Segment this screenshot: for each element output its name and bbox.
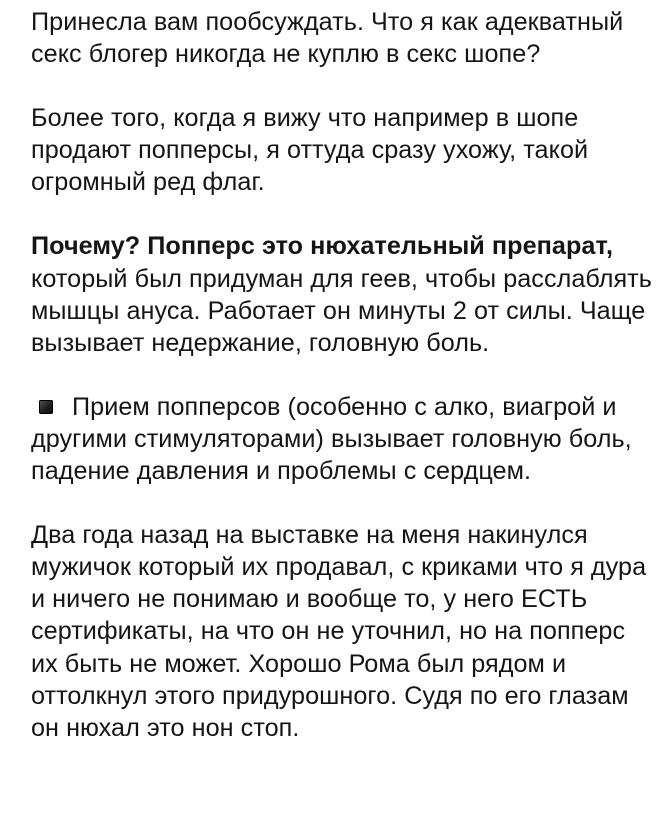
paragraph-intro: Принесла вам пообсуждать. Что я как адекватный секс блогер никогда не куплю в секс шопе? [31,8,624,69]
post-text [31,6,656,776]
paragraph-warning-text: Прием попперсов (особенно с алко, виагрой и другими стимуляторами) вызывает головную боль, падение давления и проблемы с сердцем. [31,392,632,486]
paragraph-why-body: который был придуман для геев, чтобы расслаблять мышцы ануса. Работает он минуты 2 от силы. Чаще вызывает недержание, головную боль. [31,264,652,357]
paragraph-red-flag: Более того, когда я вижу что например в шопе продают попперсы, я оттуда сразу ухожу, такой огромный ред флаг. [31,104,589,197]
paragraph-warning [31,391,656,487]
paragraph-story: Два года назад на выставке на меня накинулся мужичок который их продавал, с криками что я дура и ничего не понимаю и вообще то, у него ЕСТЬ сертификаты, на что он не уточнил, но на попперс их быть не может. Хорошо Рома был рядом и оттолкнул этого придурошного. Судя по его глазам он нюхал это нон стоп. [31,521,647,742]
black-square-icon [39,400,53,414]
paragraph-why-heading: Почему? Попперс это нюхательный препарат, [31,232,613,261]
paragraph-why [31,230,656,358]
